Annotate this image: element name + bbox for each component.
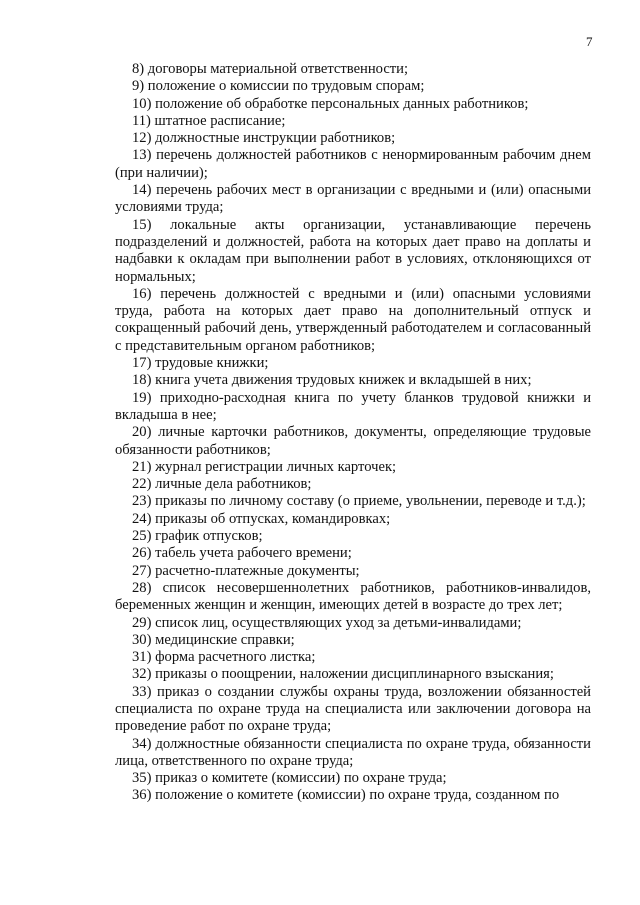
- page-number: 7: [586, 34, 593, 49]
- document-body: [115, 61, 591, 805]
- list-item-9: 9) положение о комиссии по трудовым спорам;: [132, 78, 425, 95]
- list-item-16: 16) перечень должностей с вредными и (или) опасными условиями труда, работа на которых дает право на дополнительный отпуск и сокращенный рабочий день, утвержденный работодателем и согласованный с представительным органом работников;: [115, 285, 591, 354]
- list-item-24: 24) приказы об отпусках, командировках;: [132, 510, 391, 527]
- list-item-30: 30) медицинские справки;: [132, 631, 295, 648]
- list-item-26: 26) табель учета рабочего времени;: [132, 545, 352, 562]
- list-item-34: 34) должностные обязанности специалиста по охране труда, обязанности лица, ответственного по охране труда;: [115, 735, 591, 769]
- list-item-31: 31) форма расчетного листка;: [132, 649, 316, 666]
- list-item-17: 17) трудовые книжки;: [132, 355, 269, 372]
- list-item-33: 33) приказ о создании службы охраны труда, возложении обязанностей специалиста по охране труда на специалиста или заключении договора на проведение работ по охране труда;: [115, 683, 591, 735]
- list-item-27: 27) расчетно-платежные документы;: [132, 562, 360, 579]
- list-item-15: 15) локальные акты организации, устанавливающие перечень подразделений и должностей, работа на которых дает право на доплаты и надбавки к окладам при выполнении работ в условиях, отклоняющихся от нормальных;: [115, 216, 591, 285]
- list-item-29: 29) список лиц, осуществляющих уход за детьми-инвалидами;: [132, 614, 522, 631]
- list-item-13: 13) перечень должностей работников с ненормированным рабочим днем (при наличии);: [115, 147, 591, 181]
- list-item-28: 28) список несовершеннолетних работников, работников-инвалидов, беременных женщин и женщин, имеющих детей в возрасте до трех лет;: [115, 579, 591, 614]
- list-item-10: 10) положение об обработке персональных данных работников;: [132, 95, 529, 112]
- list-item-22: 22) личные дела работников;: [132, 476, 312, 493]
- list-item-23: 23) приказы по личному составу (о приеме, увольнении, переводе и т.д.);: [132, 493, 586, 510]
- list-item-8: 8) договоры материальной ответственности;: [132, 61, 409, 77]
- list-item-19: 19) приходно-расходная книга по учету бланков трудовой книжки и вкладыша в нее;: [115, 389, 591, 423]
- list-item-35: 35) приказ о комитете (комиссии) по охране труда;: [132, 770, 447, 787]
- list-item-21: 21) журнал регистрации личных карточек;: [132, 458, 397, 475]
- list-item-25: 25) график отпусков;: [132, 528, 263, 545]
- list-item-12: 12) должностные инструкции работников;: [132, 130, 396, 147]
- list-item-20: 20) личные карточки работников, документы, определяющие трудовые обязанности работников;: [115, 424, 591, 458]
- list-item-32: 32) приказы о поощрении, наложении дисциплинарного взыскания;: [132, 666, 554, 683]
- list-item-14: 14) перечень рабочих мест в организации с вредными и (или) опасными условиями труда;: [115, 182, 591, 216]
- list-item-18: 18) книга учета движения трудовых книжек и вкладышей в них;: [132, 372, 532, 389]
- list-item-11: 11) штатное расписание;: [132, 112, 286, 129]
- list-item-36: 36) положение о комитете (комиссии) по охране труда, созданном по: [132, 787, 560, 804]
